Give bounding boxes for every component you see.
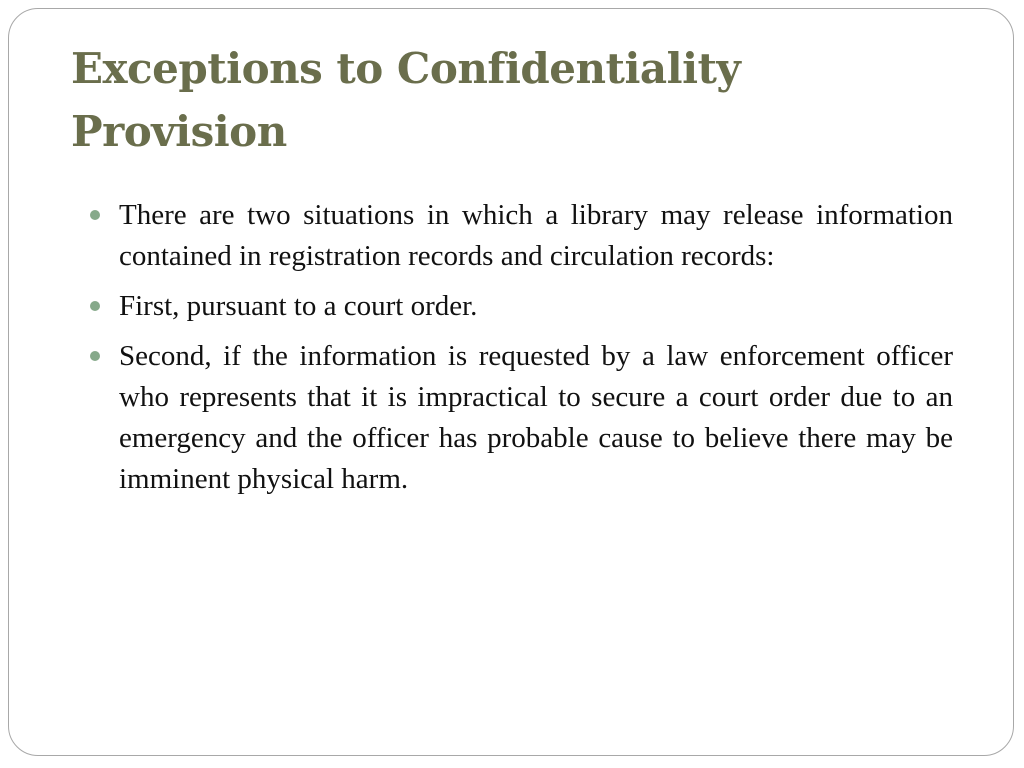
bullet-text: Second, if the information is requested by a law enforcement officer who represents that it is impractical to secure a court order due to an emergency and the officer has probable cause to believe there may be imminent physical harm.	[119, 340, 953, 495]
bullet-dot-icon	[90, 301, 100, 311]
bullet-item	[87, 286, 953, 327]
bullet-item	[87, 336, 953, 500]
slide-frame	[8, 8, 1014, 756]
bullet-dot-icon	[90, 210, 100, 220]
slide-title: Exceptions to Confidentiality Provision	[71, 44, 741, 156]
bullet-dot-icon	[90, 351, 100, 361]
bullet-text: First, pursuant to a court order.	[119, 290, 478, 322]
bullet-item	[87, 195, 953, 277]
bullet-text: There are two situations in which a library may release information contained in registration records and circulation records:	[119, 199, 953, 272]
bullet-list	[87, 195, 953, 509]
